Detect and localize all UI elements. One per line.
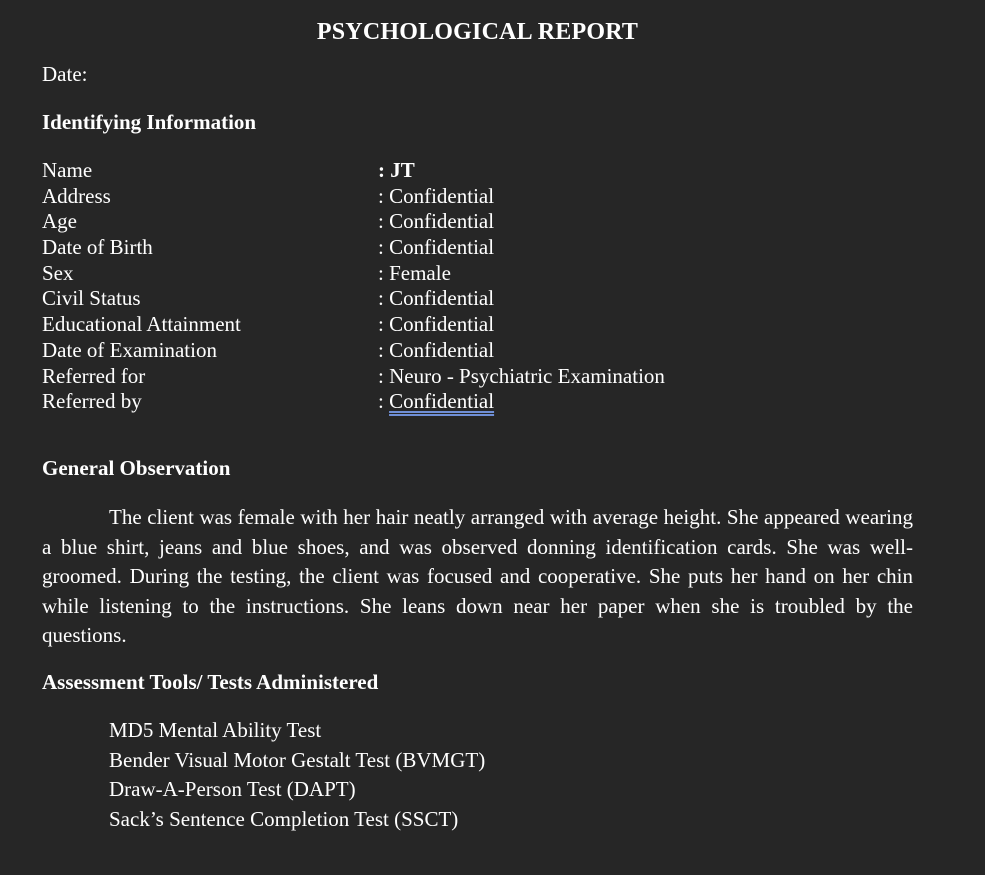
info-value: : Female: [378, 260, 451, 285]
info-label: Sex: [42, 260, 74, 285]
info-row-sex: [42, 261, 913, 287]
info-value-prefix: :: [378, 389, 390, 414]
info-label: Name: [42, 158, 93, 182]
info-label: Referred for: [42, 363, 146, 388]
info-row-referred-by: [42, 389, 913, 415]
info-value: : Confidential: [378, 235, 495, 260]
list-item: Sack’s Sentence Completion Test (SSCT): [109, 806, 459, 831]
info-value: : Confidential: [378, 183, 495, 208]
info-label: Civil Status: [42, 286, 141, 311]
identifying-information-table: [42, 158, 913, 415]
info-value: : JT: [378, 158, 415, 182]
date-label: Date:: [42, 62, 88, 86]
info-value: : Confidential: [378, 312, 495, 337]
assessment-tools-list: [109, 716, 485, 834]
list-item: Draw-A-Person Test (DAPT): [109, 777, 356, 801]
info-value: [378, 389, 494, 415]
info-label: Date of Birth: [42, 235, 153, 260]
info-label: Age: [42, 209, 77, 234]
info-label: Address: [42, 183, 111, 208]
info-row-name: [42, 158, 913, 184]
info-row-educational-attainment: [42, 312, 913, 338]
info-row-date-of-birth: [42, 235, 913, 261]
info-label: Date of Examination: [42, 337, 217, 362]
identifying-information-heading: Identifying Information: [42, 110, 257, 134]
report-title: PSYCHOLOGICAL REPORT: [316, 19, 639, 45]
info-value: : Neuro - Psychiatric Examination: [378, 363, 665, 388]
list-item: MD5 Mental Ability Test: [109, 718, 322, 742]
info-value: : Confidential: [378, 286, 495, 311]
info-value: : Confidential: [378, 209, 495, 234]
info-row-civil-status: [42, 286, 913, 312]
info-row-age: [42, 209, 913, 235]
info-row-referred-for: [42, 364, 913, 390]
info-value: : Confidential: [378, 337, 495, 362]
info-label: Referred by: [42, 389, 142, 414]
general-observation-heading: General Observation: [42, 456, 231, 480]
info-label: Educational Attainment: [42, 312, 241, 337]
general-observation-paragraph: The client was female with her hair neatly arranged with average height. She appeared wearing a blue shirt, jeans and blue shoes, and was observed donning identification cards. She was well-groomed. During the testing, the client was focused and cooperative. She puts her hand on her chin while listening to the instructions. She leans down near her paper when she is troubled by the questions.: [42, 505, 913, 647]
assessment-tools-heading: Assessment Tools/ Tests Administered: [42, 670, 379, 694]
info-row-date-of-examination: [42, 338, 913, 364]
spellcheck-flagged-word[interactable]: Confidential: [389, 389, 495, 414]
info-row-address: [42, 184, 913, 210]
list-item: Bender Visual Motor Gestalt Test (BVMGT): [109, 747, 486, 772]
